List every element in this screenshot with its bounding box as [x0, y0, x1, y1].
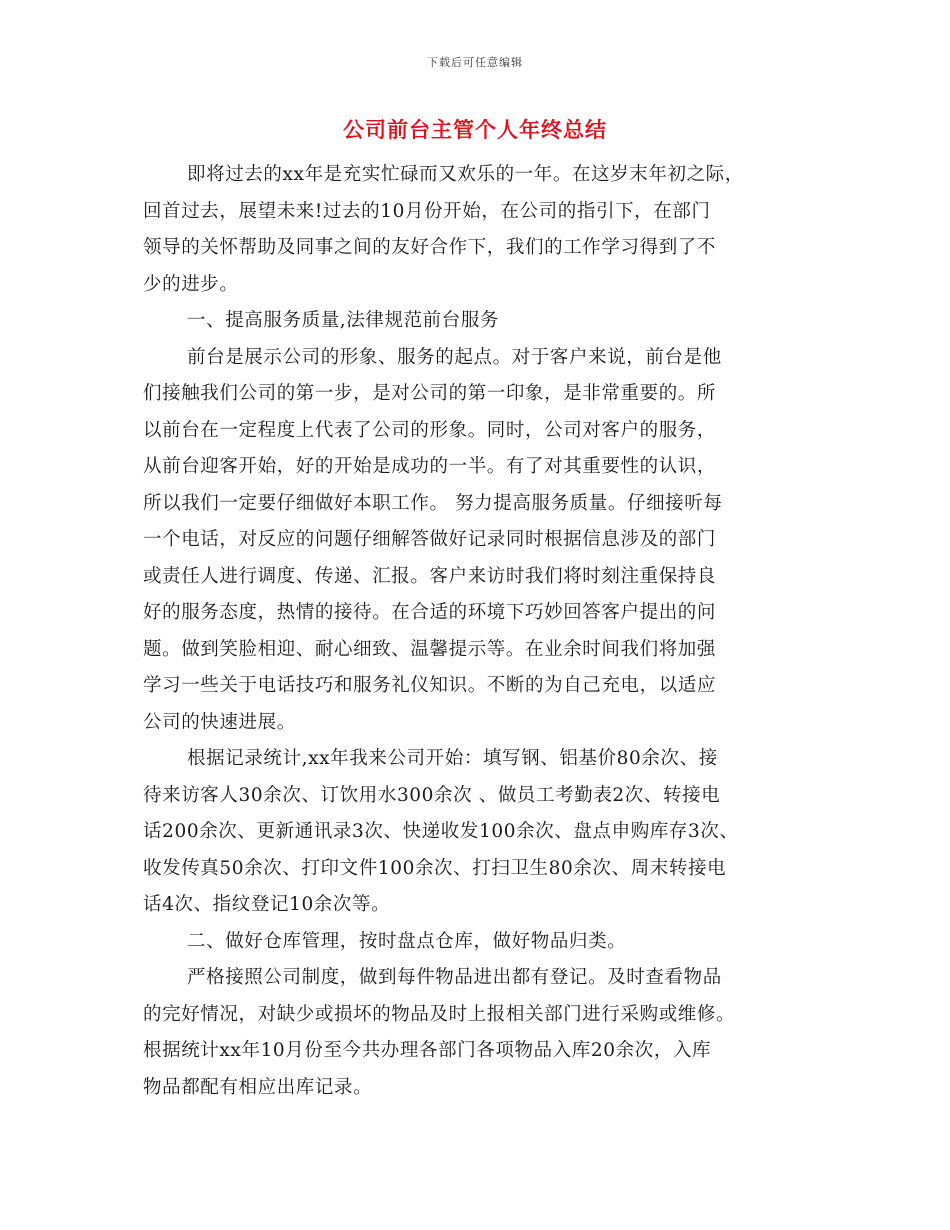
document-body	[143, 157, 823, 1106]
body-line: 二、做好仓库管理，按时盘点仓库，做好物品归类。	[187, 930, 627, 952]
header-note: 下载后可任意编辑	[427, 56, 523, 69]
body-line: 严格接照公司制度，做到每件物品进出都有登记。及时查看物品	[187, 967, 722, 988]
body-line: 少的进步。	[143, 273, 239, 295]
body-line: 话4次、指纹登记10余次等。	[143, 894, 391, 915]
body-line: 话200余次、更新通讯录3次、快递收发100余次、盘点申购库存3次、	[143, 821, 739, 842]
body-line: 学习一些关于电话技巧和服务礼仪知识。不断的为自己充电，以适应	[143, 675, 717, 696]
body-line: 或责任人进行调度、传递、汇报。客户来访时我们将时刻注重保持良	[143, 565, 717, 587]
body-line: 根据统计xx年10月份至今共办理各部门各项物品入库20余次，入库	[143, 1040, 712, 1061]
body-line: 收发传真50余次、打印文件100余次、打扫卫生80余次、周末转接电	[143, 857, 727, 879]
body-line: 回首过去，展望未来!过去的10月份开始，在公司的指引下，在部门	[143, 200, 711, 222]
body-line: 领导的关怀帮助及同事之间的友好合作下，我们的工作学习得到了不	[143, 237, 717, 258]
body-line: 好的服务态度，热情的接待。在合适的环境下巧妙回答客户提出的问	[143, 602, 717, 623]
body-line: 公司的快速进展。	[143, 711, 296, 733]
body-line: 题。做到笑脸相迎、耐心细致、温馨提示等。在业余时间我们将加强	[143, 638, 717, 660]
body-line: 所以我们一定要仔细做好本职工作。 努力提高服务质量。仔细接听每	[143, 492, 723, 514]
body-line: 即将过去的xx年是充实忙碌而又欢乐的一年。在这岁末年初之际，	[187, 164, 744, 185]
body-line: 的完好情况，对缺少或损坏的物品及时上报相关部门进行采购或维修。	[143, 1003, 736, 1025]
body-line: 一、提高服务质量,法律规范前台服务	[187, 310, 500, 331]
body-line: 们接触我们公司的第一步，是对公司的第一印象，是非常重要的。所	[143, 383, 717, 404]
body-line: 以前台在一定程度上代表了公司的形象。同时，公司对客户的服务，	[143, 419, 717, 441]
body-line: 前台是展示公司的形象、服务的起点。对于客户来说，前台是他	[187, 346, 722, 368]
body-line: 物品都配有相应出库记录。	[143, 1076, 373, 1098]
body-line: 待来访客人30余次、订饮用水300余次 、做员工考勤表2次、转接电	[143, 784, 721, 806]
body-line: 从前台迎客开始，好的开始是成功的一半。有了对其重要性的认识，	[143, 456, 717, 477]
document-title: 公司前台主管个人年终总结	[343, 117, 607, 142]
body-line: 根据记录统计,xx年我来公司开始：填写钢、铝基价80余次、接	[187, 748, 718, 769]
body-line: 一个电话，对反应的问题仔细解答做好记录同时根据信息涉及的部门	[143, 529, 717, 550]
